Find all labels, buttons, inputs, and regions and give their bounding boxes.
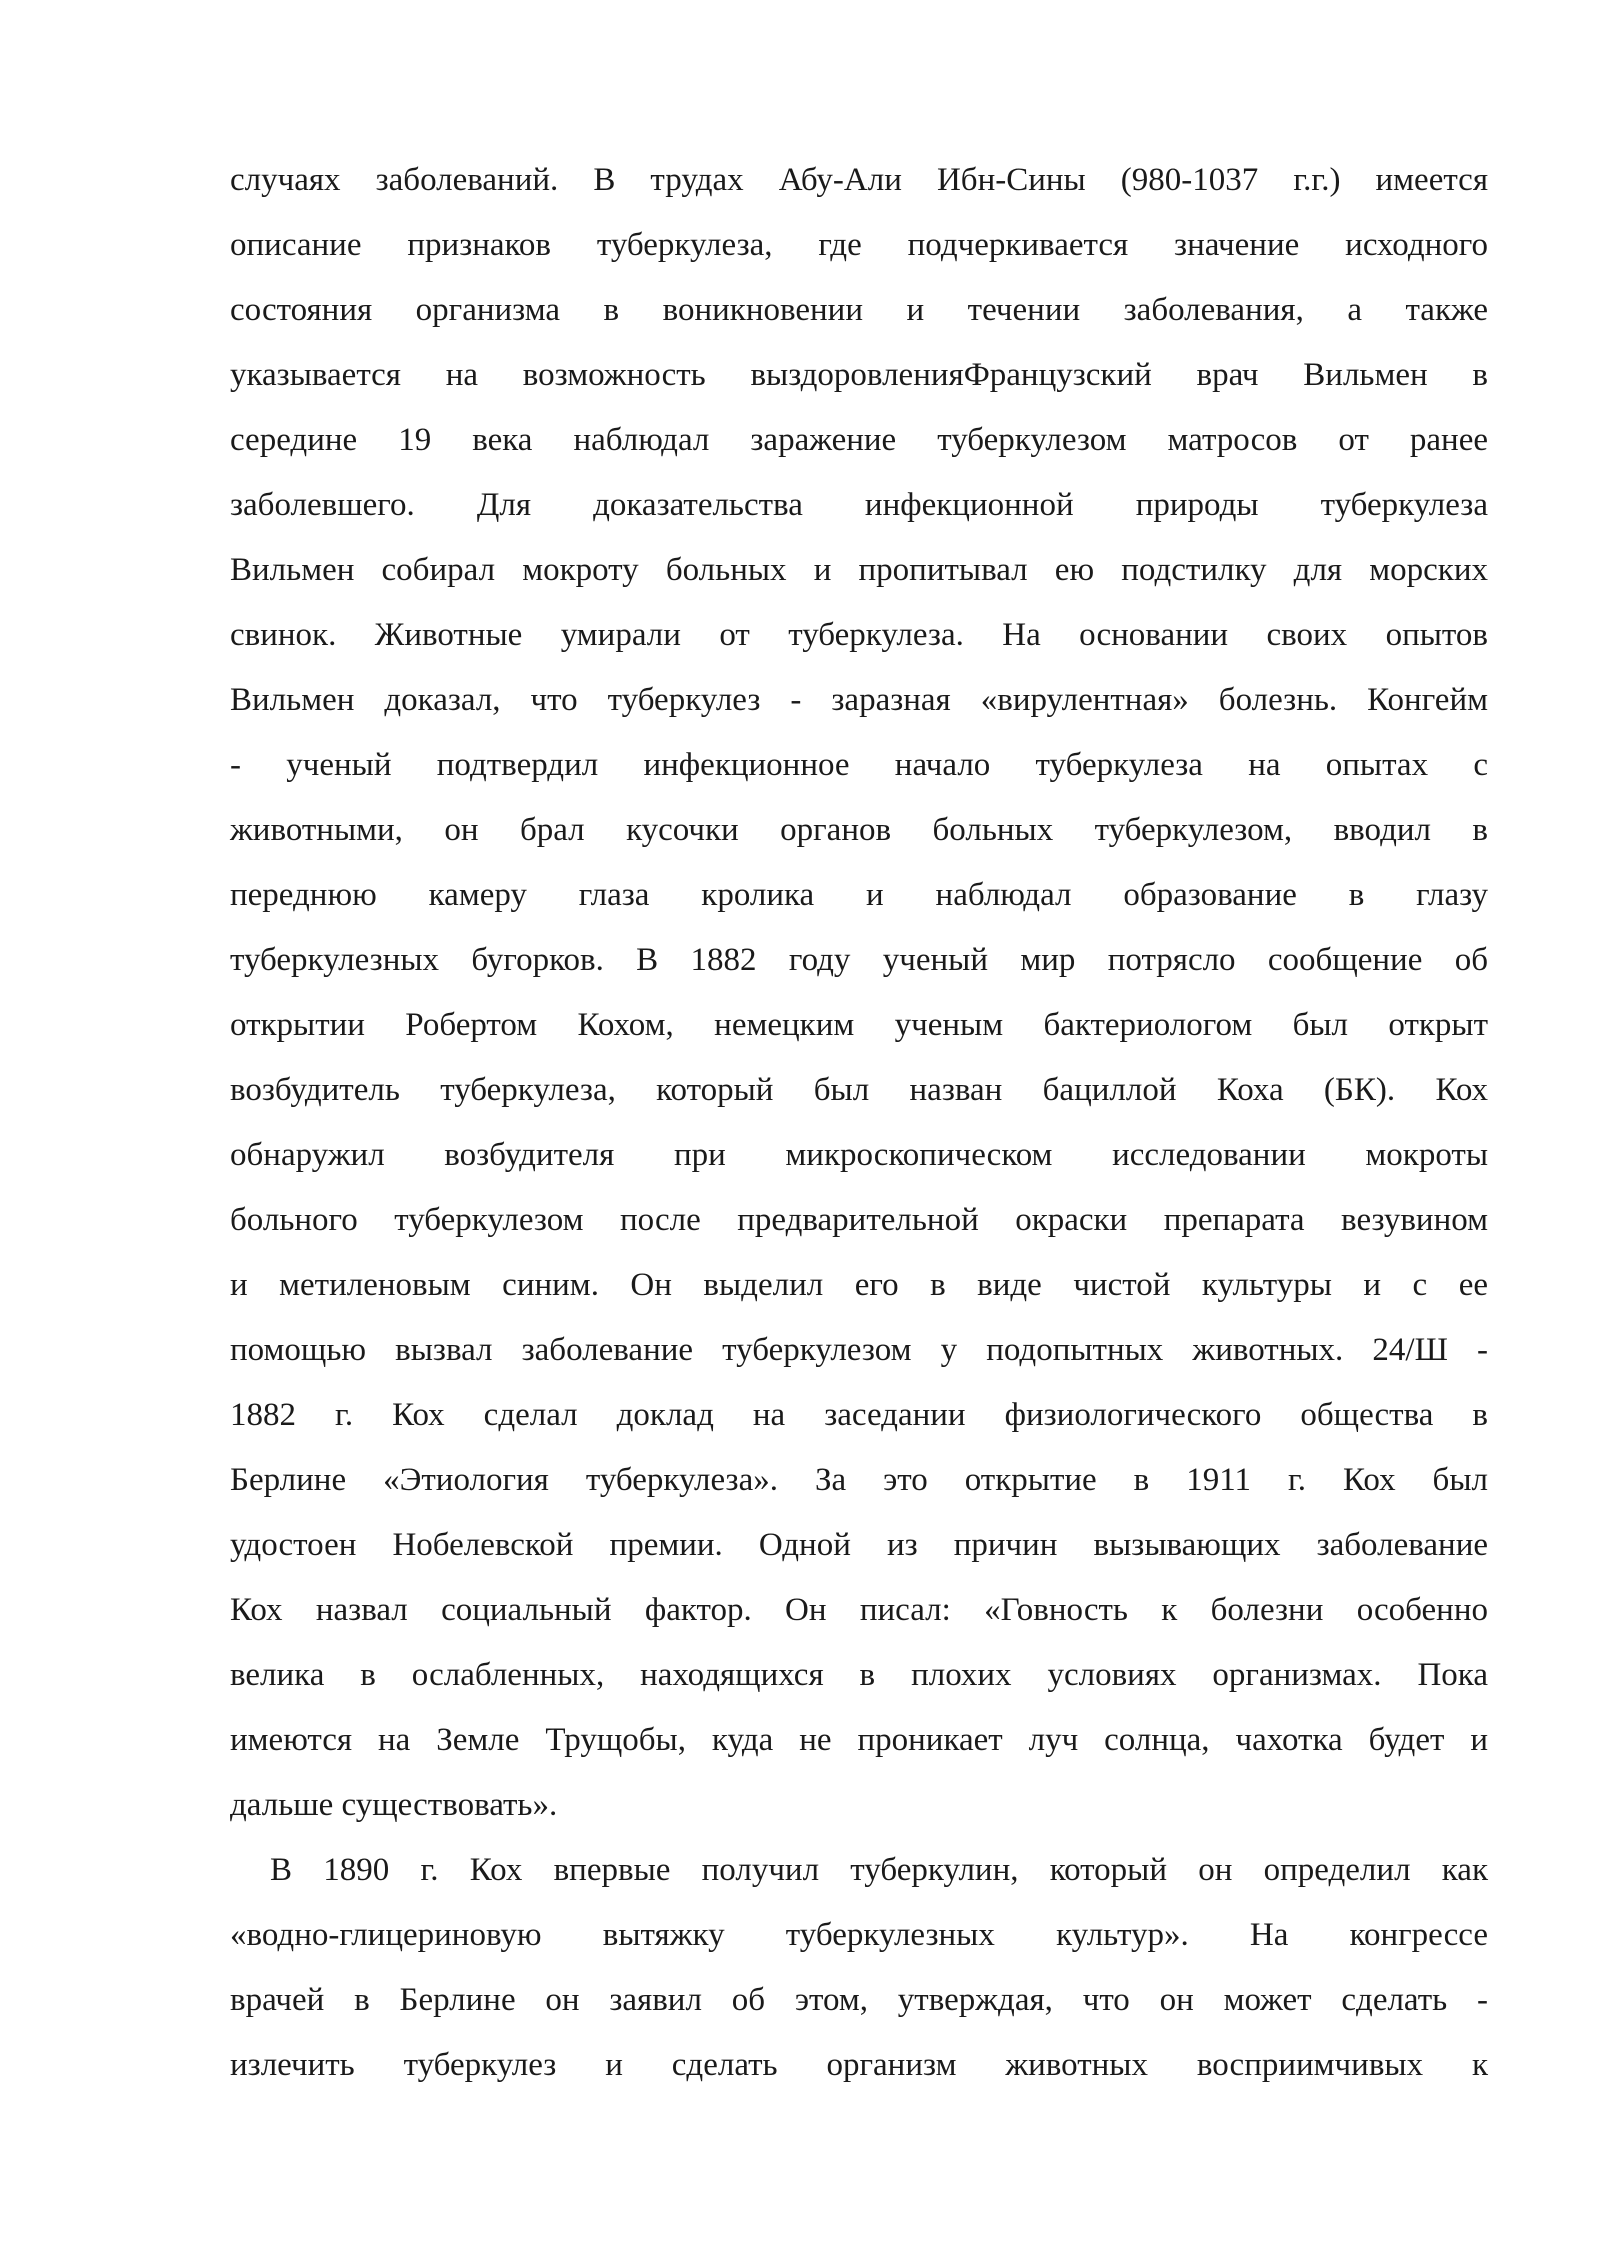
text-line: дальше существовать». [230, 1787, 558, 1823]
text-line: открытии Робертом Кохом, немецким ученым бактериологом был открыт [230, 1007, 1488, 1043]
text-line: возбудитель туберкулеза, который был назван бациллой Коха (БК). Кох [230, 1072, 1488, 1108]
text-line: переднюю камеру глаза кролика и наблюдал образование в глазу [230, 877, 1488, 913]
text-line: Вильмен доказал, что туберкулез - заразная «вирулентная» болезнь. Конгейм [230, 682, 1488, 718]
body-text [230, 148, 1488, 2098]
text-line: и метиленовым синим. Он выделил его в виде чистой культуры и с ее [230, 1267, 1488, 1303]
text-line: больного туберкулезом после предварительной окраски препарата везувином [230, 1202, 1488, 1238]
text-line: - ученый подтвердил инфекционное начало туберкулеза на опытах с [230, 747, 1488, 783]
text-line: имеются на Земле Трущобы, куда не проникает луч солнца, чахотка будет и [230, 1722, 1488, 1758]
text-line: В 1890 г. Кох впервые получил туберкулин, который он определил как [270, 1852, 1488, 1888]
paragraph-2 [230, 1838, 1488, 2098]
text-line: «водно-глицериновую вытяжку туберкулезных культур». На конгрессе [230, 1917, 1488, 1953]
text-line: удостоен Нобелевской премии. Одной из причин вызывающих заболевание [230, 1527, 1488, 1563]
text-line: 1882 г. Кох сделал доклад на заседании физиологического общества в [230, 1397, 1488, 1433]
text-line: Берлине «Этиология туберкулеза». За это открытие в 1911 г. Кох был [230, 1462, 1488, 1498]
text-line: излечить туберкулез и сделать организм животных восприимчивых к [230, 2047, 1488, 2083]
text-line: врачей в Берлине он заявил об этом, утверждая, что он может сделать - [230, 1982, 1488, 2018]
text-line: помощью вызвал заболевание туберкулезом у подопытных животных. 24/Ш - [230, 1332, 1488, 1368]
text-line: Вильмен собирал мокроту больных и пропитывал ею подстилку для морских [230, 552, 1488, 588]
text-line: состояния организма в воникновении и течении заболевания, а также [230, 292, 1488, 328]
text-line: описание признаков туберкулеза, где подчеркивается значение исходного [230, 227, 1488, 263]
text-line: случаях заболеваний. В трудах Абу-Али Ибн-Сины (980-1037 г.г.) имеется [230, 162, 1488, 198]
text-line: заболевшего. Для доказательства инфекционной природы туберкулеза [230, 487, 1488, 523]
text-line: Кох назвал социальный фактор. Он писал: «Говность к болезни особенно [230, 1592, 1488, 1628]
text-line: животными, он брал кусочки органов больных туберкулезом, вводил в [230, 812, 1488, 848]
text-line: велика в ослабленных, находящихся в плохих условиях организмах. Пока [230, 1657, 1488, 1693]
text-line: обнаружил возбудителя при микроскопическом исследовании мокроты [230, 1137, 1488, 1173]
text-line: свинок. Животные умирали от туберкулеза. На основании своих опытов [230, 617, 1488, 653]
text-line: туберкулезных бугорков. В 1882 году ученый мир потрясло сообщение об [230, 942, 1488, 978]
text-line: середине 19 века наблюдал заражение туберкулезом матросов от ранее [230, 422, 1488, 458]
paragraph-1 [230, 148, 1488, 1838]
text-line: указывается на возможность выздоровленияФранцузский врач Вильмен в [230, 357, 1488, 393]
